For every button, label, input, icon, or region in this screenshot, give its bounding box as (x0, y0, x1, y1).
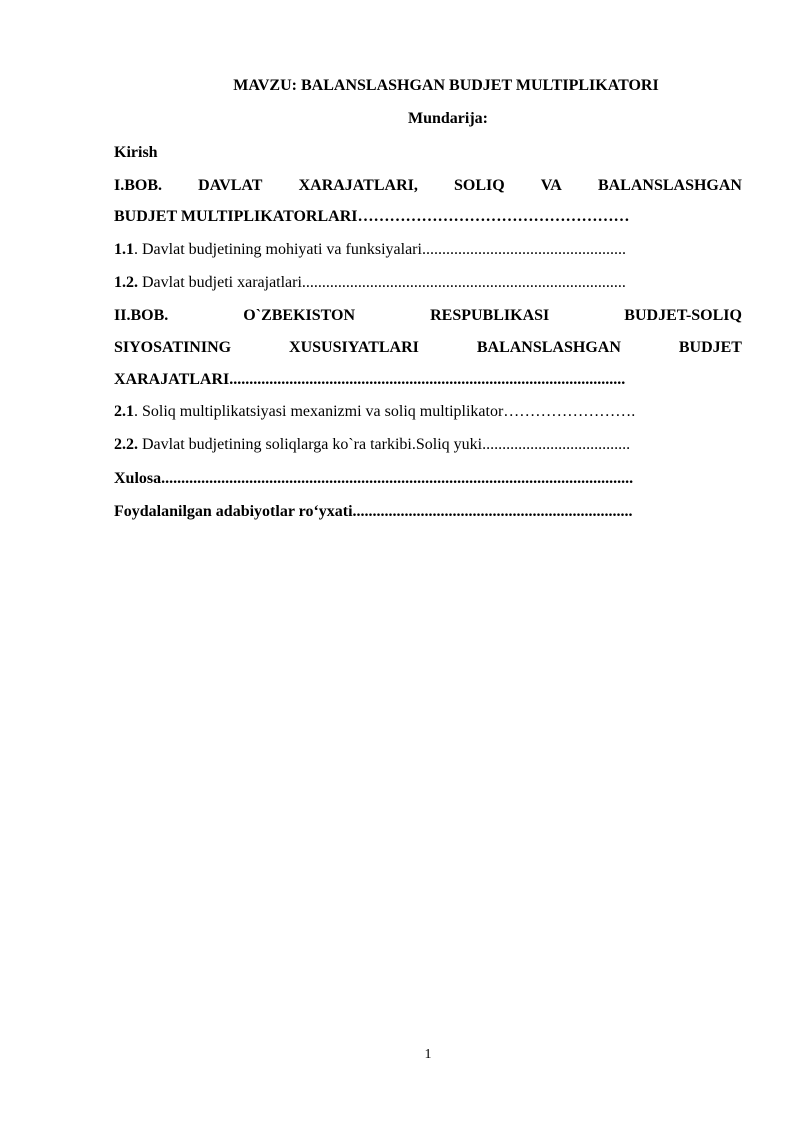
toc-item-number: 2.2. (114, 436, 138, 453)
toc-item-number: 1.2. (114, 274, 138, 291)
toc-chapter2-word: BALANSLASHGAN (476, 339, 621, 356)
toc-chapter1-word: SOLIQ (453, 177, 505, 194)
toc-chapter2-word: XUSUSIYATLARI (289, 339, 419, 356)
toc-chapter1-word: DAVLAT (198, 177, 263, 194)
toc-chapter1-word: I.BOB. (114, 177, 163, 194)
toc-item-number: 1.1 (114, 241, 134, 258)
toc-item-1-1 (114, 240, 742, 260)
toc-item-2-1 (114, 402, 742, 422)
toc-item-2-2 (114, 435, 742, 455)
toc-item-1-2 (114, 273, 742, 293)
toc-chapter1-word: VA (540, 177, 562, 194)
toc-chapter2-word: II.BOB. (114, 307, 169, 324)
toc-heading: Mundarija: (408, 110, 488, 127)
toc-intro: Kirish (114, 144, 158, 161)
toc-chapter1-word: BALANSLASHGAN (597, 177, 742, 194)
toc-chapter1-line1 (114, 176, 742, 196)
toc-chapter2-word: BUDJET-SOLIQ (624, 307, 742, 324)
toc-conclusion: Xulosa...................................................................................................................... (114, 470, 634, 487)
toc-chapter2-word: SIYOSATINING (114, 339, 232, 356)
toc-chapter1-line2: BUDJET MULTIPLIKATORLARI…………………………………………… (114, 208, 630, 225)
page-number: 1 (424, 1047, 432, 1062)
toc-item-text: . Davlat budjetining mohiyati va funksiyalari................................................... (134, 241, 626, 258)
toc-chapter1-word: XARAJATLARI, (298, 177, 418, 194)
toc-chapter2-word: BUDJET (678, 339, 742, 356)
toc-chapter2-word: RESPUBLIKASI (430, 307, 550, 324)
document-title: MAVZU: BALANSLASHGAN BUDJET MULTIPLIKATORI (233, 77, 659, 94)
toc-references: Foydalanilgan adabiyotlar ro‘yxati...................................................................... (114, 503, 633, 520)
toc-chapter2-word: O`ZBEKISTON (243, 307, 356, 324)
toc-item-text: Davlat budjeti xarajatlari................................................................................. (138, 274, 626, 291)
toc-chapter2-line1 (114, 306, 742, 326)
toc-item-text: . Soliq multiplikatsiyasi mexanizmi va soliq multiplikator……………………. (134, 403, 636, 420)
toc-chapter2-line2 (114, 338, 742, 358)
toc-item-text: Davlat budjetining soliqlarga ko`ra tarkibi.Soliq yuki..................................... (138, 436, 631, 453)
toc-item-number: 2.1 (114, 403, 134, 420)
toc-chapter2-line3: XARAJATLARI................................................................................................... (114, 371, 626, 388)
